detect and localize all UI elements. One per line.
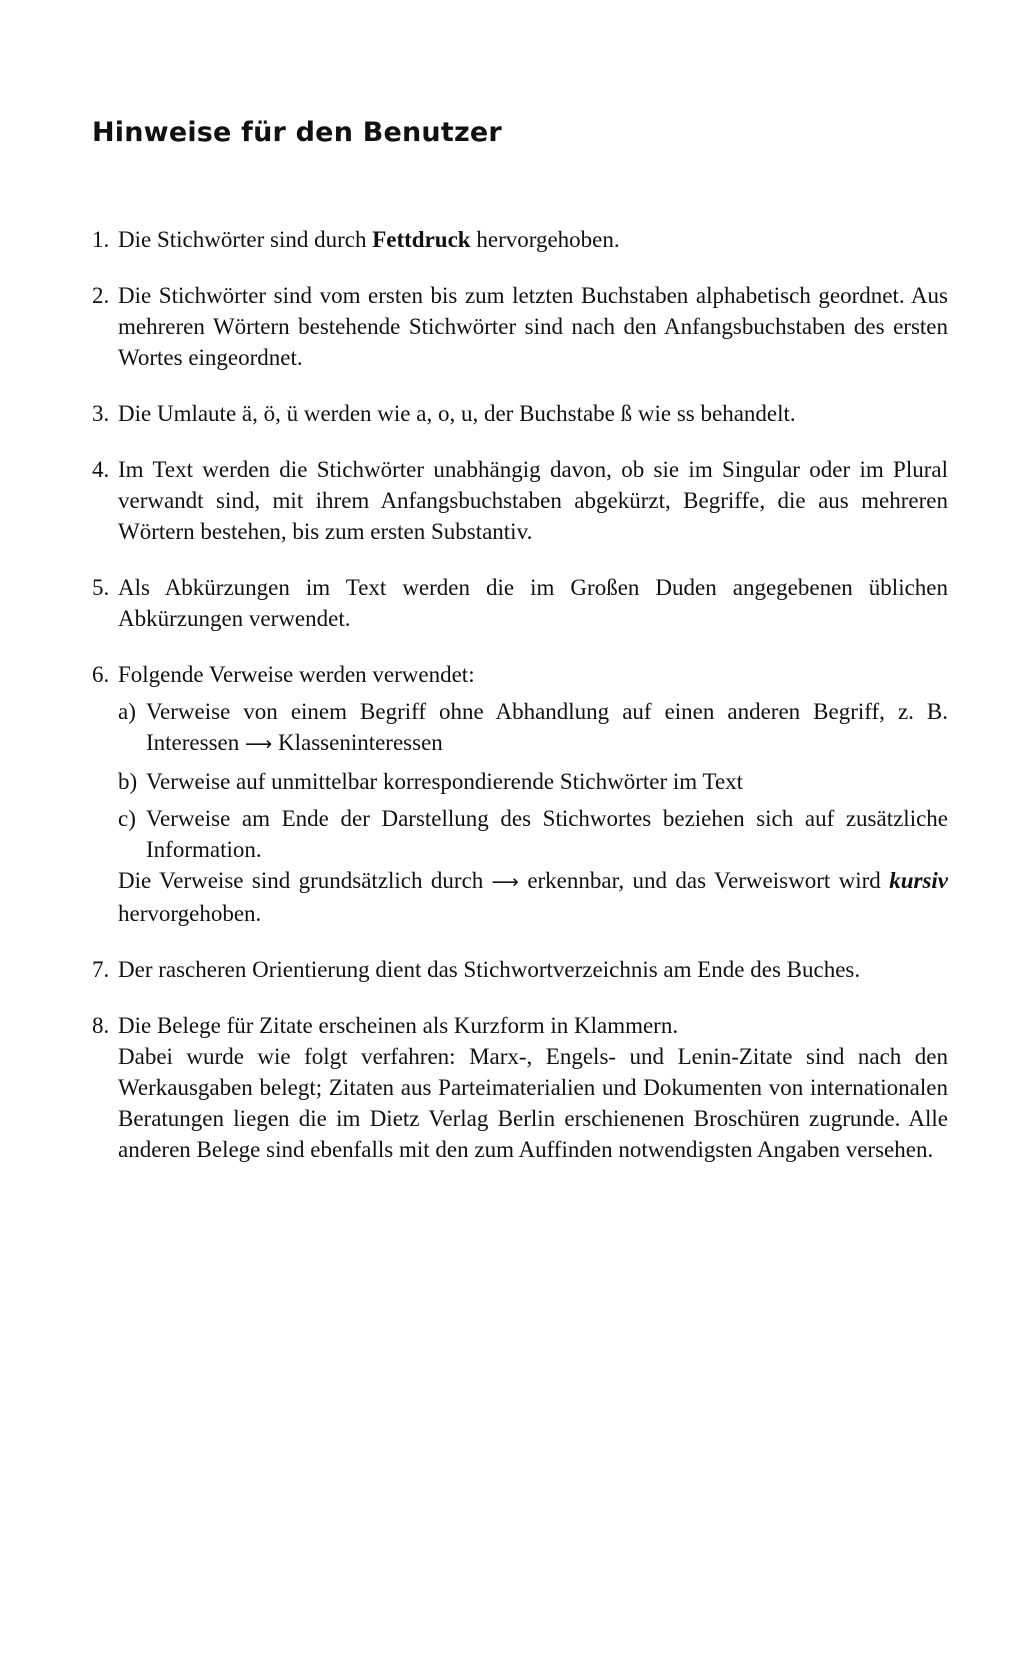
list-item-8 [92, 1010, 948, 1165]
sub-item-letter: a) [118, 699, 136, 724]
item-content [118, 454, 948, 547]
item-text: Die Umlaute ä, ö, ü werden wie a, o, u, der Buchstabe ß wie ss behandelt. [118, 401, 796, 426]
item-content [118, 659, 948, 929]
item-text-part: Die Stichwörter sind durch [118, 227, 373, 252]
item-text: Die Stichwörter sind vom ersten bis zum letzten Buchstaben alphabetisch geordnet. Aus mehreren Wörtern bestehende Stichwörter sind nach den Anfangsbuchstaben des ersten Wortes eingeordnet. [118, 283, 948, 370]
list-item-5 [92, 572, 948, 634]
item-number: 3. [92, 401, 110, 426]
item-number: 5. [92, 575, 110, 600]
list-item-6 [92, 659, 948, 929]
list-item-3 [92, 398, 948, 429]
sub-item-b [118, 766, 948, 797]
item-content [118, 224, 948, 255]
sub-item-a [118, 696, 948, 760]
item-text [118, 224, 948, 255]
item-content [118, 280, 948, 373]
sub-item-c-note [118, 865, 948, 929]
item-number: 6. [92, 662, 110, 687]
item-text: Der rascheren Orientierung dient das Stichwortverzeichnis am Ende des Buches. [118, 957, 861, 982]
arrow-right-icon: ⟶ [245, 733, 273, 755]
sub-item-c [118, 803, 948, 865]
sub-item-text-part: Klasseninteressen [272, 730, 443, 755]
item-text-continued: Dabei wurde wie folgt verfahren: Marx-, Engels- und Lenin-Zitate sind nach den Werkausgaben belegt; Zitaten aus Parteimaterialien und Dokumenten von internationalen Beratungen liegen die im Dietz Verlag Berlin erschienenen Broschüren zugrunde. Alle anderen Belege sind ebenfalls mit den zum Auffinden notwendigsten Angaben versehen. [118, 1044, 948, 1162]
list-item-7 [92, 954, 948, 985]
note-text-part: hervorgehoben. [118, 901, 262, 926]
sub-item-text: Verweise auf unmittelbar korrespondierende Stichwörter im Text [146, 769, 744, 794]
item-text-part: hervorgehoben. [470, 227, 620, 252]
sub-item-letter: b) [118, 769, 138, 794]
sub-item-letter: c) [118, 806, 136, 831]
list-item-1 [92, 224, 948, 255]
bold-term: Fettdruck [372, 227, 471, 252]
item-number: 8. [92, 1013, 110, 1038]
note-text-part: erkennbar, und das Verweiswort wird [518, 868, 890, 893]
item-number: 7. [92, 957, 110, 982]
list-item-2 [92, 280, 948, 373]
item-content [118, 1010, 948, 1165]
item-number: 2. [92, 283, 110, 308]
item-content [118, 572, 948, 634]
list-item-4 [92, 454, 948, 547]
item-text: Als Abkürzungen im Text werden die im Großen Duden angegebenen üblichen Abkürzungen verwendet. [118, 575, 948, 631]
item-content [118, 398, 948, 429]
item-text: Im Text werden die Stichwörter unabhängig davon, ob sie im Singular oder im Plural verwandt sind, mit ihrem Anfangsbuchstaben abgekürzt, Begriffe, die aus mehreren Wörtern bestehen, bis zum ersten Substantiv. [118, 457, 948, 544]
arrow-right-icon: ⟶ [491, 871, 519, 893]
item-number: 4. [92, 457, 110, 482]
item-intro: Folgende Verweise werden verwendet: [118, 662, 475, 687]
instructions-list [92, 224, 948, 1165]
sub-item-text-part: Verweise von einem Begriff ohne Abhandlung auf einen anderen Begriff, z. B. Interessen [146, 699, 948, 755]
sub-item-text: Verweise am Ende der Darstellung des Stichwortes beziehen sich auf zusätzliche Information. [146, 806, 948, 862]
note-text-part: Die Verweise sind grundsätzlich durch [118, 868, 492, 893]
italic-term: kursiv [889, 868, 948, 893]
page-title: Hinweise für den Benutzer [92, 117, 502, 148]
item-text: Die Belege für Zitate erscheinen als Kurzform in Klammern. [118, 1013, 679, 1038]
sub-item-text [146, 696, 948, 760]
item-content [118, 954, 948, 985]
item-number: 1. [92, 227, 110, 252]
